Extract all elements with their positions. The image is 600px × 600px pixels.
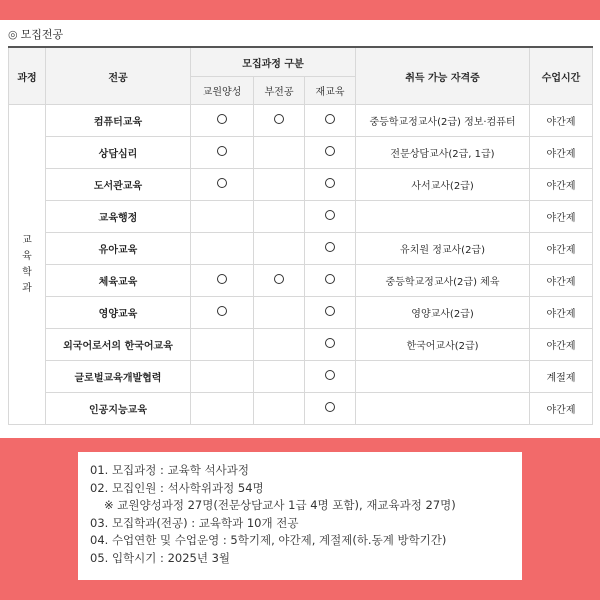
info-line: ※ 교원양성과정 27명(전문상담교사 1급 4명 포함), 재교육과정 27명)	[104, 498, 456, 512]
info-line: 05. 입학시기 : 2025년 3월	[90, 550, 231, 565]
header-teacher-training: 교원양성	[191, 77, 254, 105]
circle-mark-icon	[217, 274, 227, 284]
table-row	[9, 329, 593, 361]
header-reeducation: 재교육	[305, 77, 356, 105]
section-title-text: 모집전공	[20, 28, 64, 41]
type-mark-cell	[254, 169, 305, 201]
table-row	[9, 361, 593, 393]
type-mark-cell	[254, 265, 305, 297]
table-row	[9, 105, 593, 137]
type-mark-cell	[191, 233, 254, 265]
circle-mark-icon	[217, 146, 227, 156]
major-cell: 외국어로서의 한국어교육	[46, 329, 191, 361]
table-body	[9, 105, 593, 425]
table-row	[9, 265, 593, 297]
circle-mark-icon	[325, 402, 335, 412]
type-mark-cell	[254, 329, 305, 361]
type-mark-cell	[191, 201, 254, 233]
info-list	[78, 452, 522, 567]
type-mark-cell	[191, 297, 254, 329]
time-cell: 야간제	[530, 105, 593, 137]
info-line: 04. 수업연한 및 수업운영 : 5학기제, 야간제, 계절제(하.동계 방학기간)	[90, 533, 447, 547]
cert-cell	[356, 201, 530, 233]
info-line: 01. 모집과정 : 교육학 석사과정	[90, 463, 249, 477]
cert-cell	[356, 393, 530, 425]
major-cell: 인공지능교육	[46, 393, 191, 425]
type-mark-cell	[191, 265, 254, 297]
circle-mark-icon	[325, 338, 335, 348]
circle-mark-icon	[325, 210, 335, 220]
circle-mark-icon	[274, 274, 284, 284]
type-mark-cell	[305, 137, 356, 169]
major-cell: 유아교육	[46, 233, 191, 265]
header-course: 과정	[9, 47, 46, 105]
type-mark-cell	[191, 137, 254, 169]
type-mark-cell	[305, 169, 356, 201]
major-cell: 상담심리	[46, 137, 191, 169]
time-cell: 야간제	[530, 233, 593, 265]
circle-mark-icon	[274, 114, 284, 124]
cert-cell: 유치원 정교사(2급)	[356, 233, 530, 265]
table-row	[9, 233, 593, 265]
type-mark-cell	[191, 393, 254, 425]
type-mark-cell	[254, 137, 305, 169]
recruitment-panel	[0, 20, 600, 438]
table-row	[9, 393, 593, 425]
circle-mark-icon	[325, 242, 335, 252]
major-cell: 글로벌교육개발협력	[46, 361, 191, 393]
info-box	[78, 452, 522, 580]
type-mark-cell	[305, 233, 356, 265]
major-cell: 컴퓨터교육	[46, 105, 191, 137]
circle-mark-icon	[217, 114, 227, 124]
circle-mark-icon	[325, 370, 335, 380]
circle-bullet-icon: ◎	[8, 28, 18, 41]
time-cell: 야간제	[530, 137, 593, 169]
header-cert: 취득 가능 자격증	[356, 47, 530, 105]
time-cell: 야간제	[530, 393, 593, 425]
circle-mark-icon	[325, 306, 335, 316]
type-mark-cell	[305, 105, 356, 137]
type-mark-cell	[305, 265, 356, 297]
major-cell: 체육교육	[46, 265, 191, 297]
info-line: 03. 모집학과(전공) : 교육학과 10개 전공	[90, 515, 299, 530]
time-cell: 야간제	[530, 169, 593, 201]
type-mark-cell	[305, 201, 356, 233]
header-type-group: 모집과정 구분	[191, 47, 356, 77]
type-mark-cell	[254, 361, 305, 393]
type-mark-cell	[254, 201, 305, 233]
type-mark-cell	[191, 329, 254, 361]
type-mark-cell	[191, 361, 254, 393]
major-cell: 도서관교육	[46, 169, 191, 201]
cert-cell: 전문상담교사(2급, 1급)	[356, 137, 530, 169]
time-cell: 야간제	[530, 265, 593, 297]
time-cell: 야간제	[530, 297, 593, 329]
major-cell: 교육행정	[46, 201, 191, 233]
circle-mark-icon	[325, 274, 335, 284]
table-row	[9, 137, 593, 169]
type-mark-cell	[191, 105, 254, 137]
time-cell: 계절제	[530, 361, 593, 393]
cert-cell: 영양교사(2급)	[356, 297, 530, 329]
cert-cell: 사서교사(2급)	[356, 169, 530, 201]
table-row	[9, 169, 593, 201]
circle-mark-icon	[217, 178, 227, 188]
circle-mark-icon	[325, 178, 335, 188]
info-line: 02. 모집인원 : 석사학위과정 54명	[90, 480, 264, 495]
table-row	[9, 297, 593, 329]
cert-cell: 한국어교사(2급)	[356, 329, 530, 361]
type-mark-cell	[254, 233, 305, 265]
circle-mark-icon	[325, 146, 335, 156]
header-time: 수업시간	[530, 47, 593, 105]
type-mark-cell	[305, 393, 356, 425]
cert-cell: 중등학교정교사(2급) 정보·컴퓨터	[356, 105, 530, 137]
type-mark-cell	[191, 169, 254, 201]
type-mark-cell	[305, 329, 356, 361]
time-cell: 야간제	[530, 329, 593, 361]
type-mark-cell	[305, 361, 356, 393]
header-minor: 부전공	[254, 77, 305, 105]
major-cell: 영양교육	[46, 297, 191, 329]
cert-cell	[356, 361, 530, 393]
table-row	[9, 201, 593, 233]
cert-cell: 중등학교정교사(2급) 체육	[356, 265, 530, 297]
type-mark-cell	[254, 393, 305, 425]
type-mark-cell	[254, 297, 305, 329]
section-title	[8, 28, 63, 42]
course-name-cell: 교 육 학 과	[9, 105, 46, 425]
circle-mark-icon	[217, 306, 227, 316]
header-major: 전공	[46, 47, 191, 105]
circle-mark-icon	[325, 114, 335, 124]
type-mark-cell	[305, 297, 356, 329]
type-mark-cell	[254, 105, 305, 137]
time-cell: 야간제	[530, 201, 593, 233]
majors-table	[8, 46, 593, 425]
